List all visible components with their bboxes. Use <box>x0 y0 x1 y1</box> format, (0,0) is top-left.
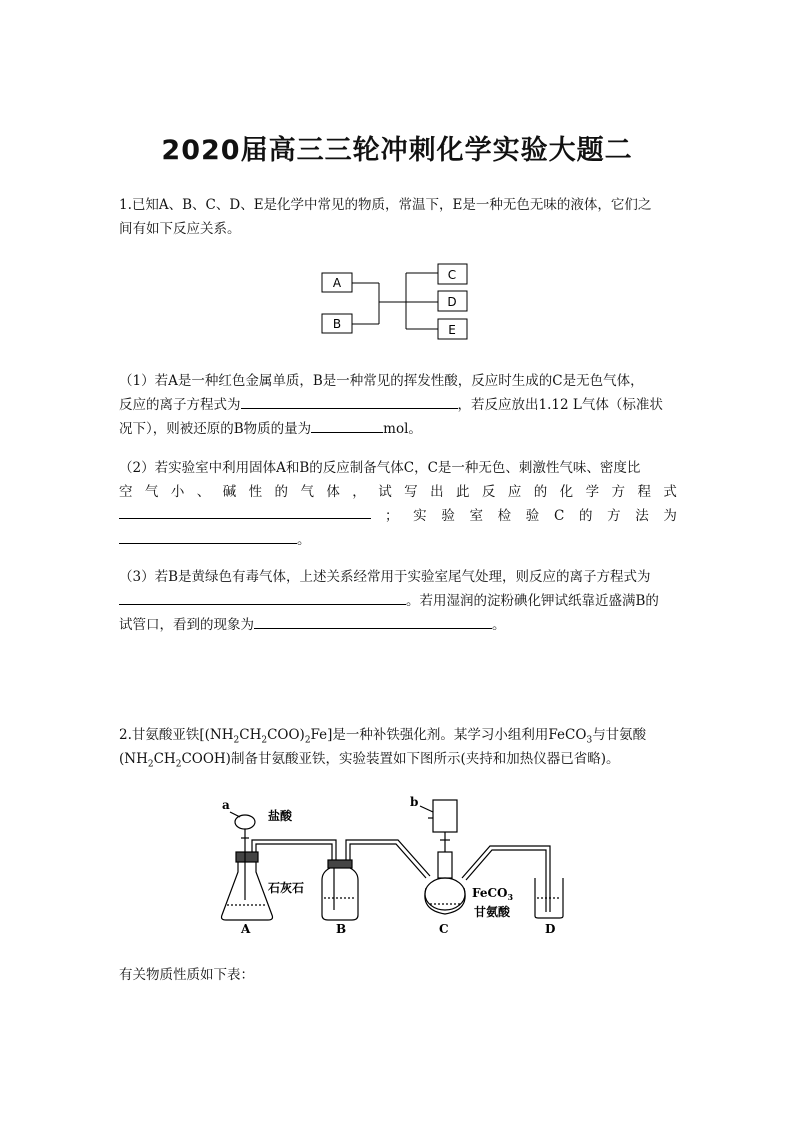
q1p2-char: 为 <box>663 508 677 524</box>
flask-c-neck <box>438 852 452 878</box>
tube-b-c <box>346 840 430 876</box>
q1p2-char: 方 <box>607 508 621 524</box>
node-c: C <box>447 268 457 282</box>
q1p2-char: 学 <box>585 484 600 500</box>
q1p1-line3-b: mol。 <box>383 421 422 437</box>
flask-a-stopper <box>236 852 258 862</box>
q1p2-char: C <box>553 508 565 524</box>
q2-sub: 2 <box>147 759 154 770</box>
q2-text: (NH <box>119 751 148 767</box>
bottle-b <box>322 868 358 920</box>
q1p2-char: 的 <box>578 508 593 524</box>
q1p3-line2-text: 。若用湿润的淀粉碘化钾试纸靠近盛满B的 <box>406 593 659 609</box>
q1p3-line3-a: 试管口，看到的现象为 <box>119 617 254 633</box>
q2-sub: 2 <box>175 759 182 770</box>
q1p2-char: 试 <box>378 484 392 500</box>
q2-sub: 2 <box>261 735 268 746</box>
q1p2-char: 、 <box>196 484 211 500</box>
q1p2-char: 验 <box>525 508 540 524</box>
q1p2-char: 体 <box>326 484 340 500</box>
q2-text: 2.甘氨酸亚铁[(NH <box>119 727 234 743</box>
q2-text: CH <box>239 727 262 743</box>
q1-intro-line2: 间有如下反应关系。 <box>119 221 241 237</box>
funnel-b-pointer <box>420 806 433 812</box>
q1p2-char: 室 <box>469 508 483 524</box>
q1p2-char: 式 <box>663 484 677 500</box>
page-title: 2020届高三三轮冲刺化学实验大题二 <box>161 135 633 166</box>
q1p2-char: 的 <box>274 484 289 500</box>
q1p2-char: 检 <box>497 508 512 524</box>
q1p2-char: 碱 <box>222 484 237 500</box>
q2-sub: 2 <box>233 735 240 746</box>
q1p1-line2-a: 反应的离子方程式为 <box>119 397 241 413</box>
label-B: B <box>336 922 347 936</box>
label-limestone: 石灰石 <box>268 881 305 895</box>
label-feco3-sub: 3 <box>507 892 514 902</box>
q1p2-char: 化 <box>559 484 574 500</box>
label-feco3 <box>472 886 514 902</box>
flask-c-body <box>425 878 465 910</box>
q1p2-char: 小 <box>170 484 185 500</box>
funnel-pointer <box>230 812 240 817</box>
label-a-pointer: a <box>222 798 230 812</box>
tube-b-c-inner <box>350 844 426 878</box>
q1p3-line3-b: 。 <box>492 617 506 633</box>
q2-text: COO) <box>267 727 305 743</box>
q1p2-char: 此 <box>455 484 470 500</box>
flask-a <box>222 862 273 920</box>
q2-text: Fe]是一种补铁强化剂。某学习小组利用FeCO <box>310 727 587 743</box>
q2-text: 与甘氨酸 <box>592 727 647 743</box>
q2-text: CH <box>153 751 176 767</box>
node-a: A <box>332 276 342 290</box>
q1p2-char: 气 <box>300 484 314 500</box>
q1p1-line2-b: ，若反应放出1.12 L气体（标准状 <box>457 397 663 413</box>
q1p2-char: 性 <box>248 484 263 500</box>
bottle-b-stopper <box>328 860 352 868</box>
q1-intro-line1: 1.已知A、B、C、D、E是化学中常见的物质，常温下，E是一种无色无味的液体，它们之 <box>119 197 652 213</box>
q2-text: COOH)制备甘氨酸亚铁，实验装置如下图所示(夹持和加热仪器已省略)。 <box>181 751 620 767</box>
q1p2-char: 反 <box>481 484 496 500</box>
q2-sub: 2 <box>304 735 311 746</box>
node-e: E <box>448 323 456 337</box>
funnel-bulb <box>235 815 255 829</box>
label-b-pointer: b <box>410 795 419 809</box>
q1p2-char: 法 <box>635 508 649 524</box>
q1p2-line1: （2）若实验室中利用固体A和B的反应制备气体C，C是一种无色、刺激性气味、密度比 <box>119 460 641 476</box>
q1p2-char: 出 <box>430 484 444 500</box>
q1p1-line3-a: 况下），则被还原的B物质的量为 <box>119 421 312 437</box>
q1p2-char: 方 <box>611 484 626 500</box>
q1p2-line4-end: 。 <box>297 532 311 548</box>
q1p2-char: 空 <box>119 484 133 500</box>
q1p2-char: 的 <box>533 484 548 500</box>
tube-a-b-inner <box>256 844 332 862</box>
q1p2-char: ， <box>352 484 366 500</box>
q1p2-char: 实 <box>413 508 427 524</box>
q1p3-line1: （3）若B是黄绿色有毒气体，上述关系经常用于实验室尾气处理，则反应的离子方程式为 <box>119 569 651 585</box>
q1p2-char: 写 <box>404 484 418 500</box>
properties-table-caption: 有关物质性质如下表： <box>119 967 254 983</box>
q1p2-char: 气 <box>144 484 159 500</box>
q1p1-line1: （1）若A是一种红色金属单质，B是一种常见的挥发性酸，反应时生成的C是无色气体， <box>119 373 644 389</box>
label-acid: 盐酸 <box>268 809 293 823</box>
node-d: D <box>447 295 457 309</box>
label-glycine: 甘氨酸 <box>474 905 511 919</box>
node-b: B <box>332 317 342 331</box>
q1p2-char: 验 <box>441 508 455 524</box>
tube-a-b <box>252 840 336 862</box>
label-C: C <box>439 922 449 936</box>
label-A: A <box>241 922 251 936</box>
q1p2-char: 应 <box>507 484 522 500</box>
label-D: D <box>545 922 556 936</box>
tube-c-d <box>462 846 550 912</box>
label-feco3-main: FeCO <box>472 886 508 900</box>
q1p2-char: 程 <box>637 484 651 500</box>
q1p2-char: ； <box>385 508 399 524</box>
q2-sub: 3 <box>586 735 593 746</box>
funnel-b <box>433 800 457 832</box>
